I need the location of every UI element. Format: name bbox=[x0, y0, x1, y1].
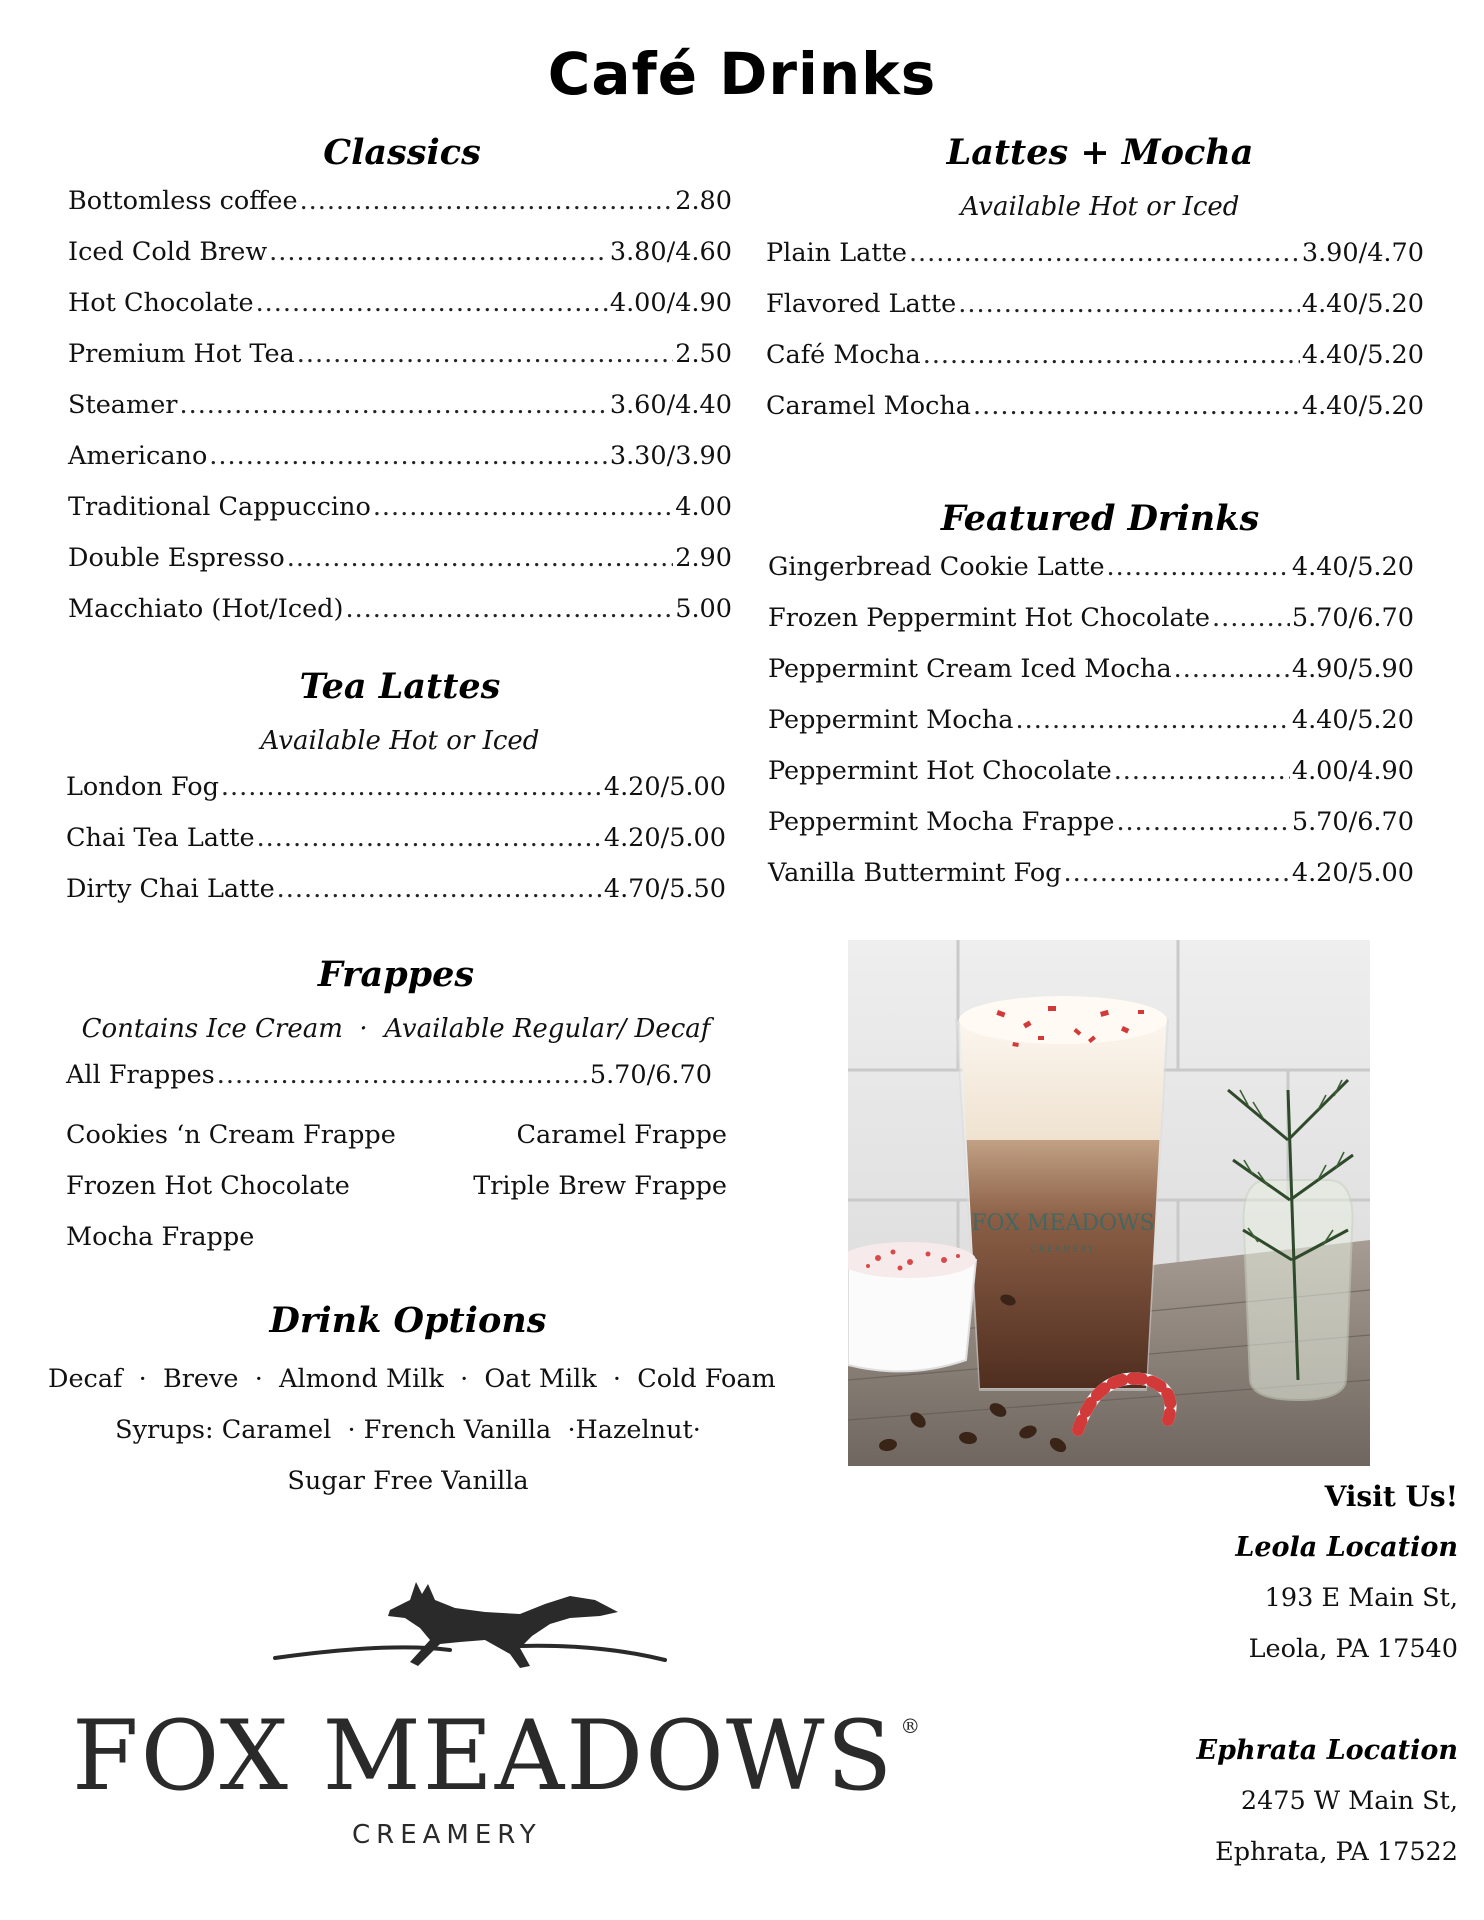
item-price: 2.50 bbox=[675, 339, 732, 369]
dot-leader bbox=[287, 543, 673, 573]
dot-leader bbox=[345, 594, 673, 624]
dot-leader bbox=[297, 339, 673, 369]
menu-item bbox=[68, 594, 732, 645]
item-price: 5.70/6.70 bbox=[1291, 603, 1414, 633]
item-price: 4.40/5.20 bbox=[1291, 552, 1414, 582]
logo-name bbox=[72, 1700, 923, 1812]
item-name: Peppermint Mocha Frappe bbox=[768, 807, 1115, 837]
featured-title: Featured Drinks bbox=[940, 498, 1260, 539]
registered-mark: ® bbox=[900, 1714, 923, 1738]
item-name: Iced Cold Brew bbox=[68, 237, 268, 267]
item-name: Caramel Mocha bbox=[766, 391, 972, 421]
dot-leader bbox=[1114, 756, 1290, 786]
frappes-subtitle: Contains Ice Cream · Available Regular/ Decaf bbox=[81, 1014, 711, 1044]
fox-logo-icon bbox=[270, 1570, 670, 1680]
item-name: Peppermint Cream Iced Mocha bbox=[768, 654, 1172, 684]
lattes-mocha-title: Lattes + Mocha bbox=[946, 132, 1254, 173]
frappes-all-list bbox=[66, 1060, 712, 1111]
item-price: 4.90/5.90 bbox=[1291, 654, 1414, 684]
menu-item bbox=[68, 492, 732, 543]
drink-options-line: Syrups: Caramel · French Vanilla ·Hazelnut· bbox=[115, 1415, 701, 1445]
item-name: Bottomless coffee bbox=[68, 186, 298, 216]
item-name: Chai Tea Latte bbox=[66, 823, 255, 853]
item-price: 5.70/6.70 bbox=[1291, 807, 1414, 837]
item-price: 2.90 bbox=[675, 543, 732, 573]
logo-name-text: FOX MEADOWS bbox=[72, 1700, 895, 1812]
location-street: 193 E Main St, bbox=[1264, 1583, 1458, 1613]
item-price: 4.00/4.90 bbox=[609, 288, 732, 318]
menu-item bbox=[68, 543, 732, 594]
menu-item bbox=[766, 391, 1424, 442]
lattes-mocha-subtitle: Available Hot or Iced bbox=[960, 192, 1240, 222]
menu-item bbox=[768, 705, 1414, 756]
item-name: Macchiato (Hot/Iced) bbox=[68, 594, 344, 624]
item-name: Café Mocha bbox=[766, 340, 921, 370]
frappe-flavor: Frozen Hot Chocolate bbox=[66, 1171, 350, 1201]
location-street: 2475 W Main St, bbox=[1240, 1786, 1458, 1816]
visit-us-block bbox=[1197, 1480, 1458, 1888]
item-name: Gingerbread Cookie Latte bbox=[768, 552, 1105, 582]
dot-leader bbox=[209, 441, 608, 471]
menu-item bbox=[768, 807, 1414, 858]
menu-item bbox=[66, 1060, 712, 1111]
item-price: 4.00 bbox=[675, 492, 732, 522]
dot-leader bbox=[1107, 552, 1290, 582]
location-spacer bbox=[1197, 1685, 1458, 1735]
dot-leader bbox=[1212, 603, 1290, 633]
item-price: 4.20/5.00 bbox=[1291, 858, 1414, 888]
item-name: Flavored Latte bbox=[766, 289, 957, 319]
item-name: Americano bbox=[68, 441, 208, 471]
dot-leader bbox=[221, 772, 602, 802]
lattes-mocha-list bbox=[766, 238, 1424, 442]
dot-leader bbox=[923, 340, 1300, 370]
location-city: Ephrata, PA 17522 bbox=[1215, 1837, 1458, 1867]
cup-logo-subtext: CREAMERY bbox=[1030, 1245, 1096, 1255]
menu-item bbox=[768, 654, 1414, 705]
frappe-flavor: Mocha Frappe bbox=[66, 1222, 255, 1252]
item-price: 4.40/5.20 bbox=[1301, 391, 1424, 421]
dot-leader bbox=[269, 237, 608, 267]
menu-item bbox=[66, 874, 726, 925]
item-price: 3.30/3.90 bbox=[609, 441, 732, 471]
item-price: 4.40/5.20 bbox=[1301, 340, 1424, 370]
item-price: 3.80/4.60 bbox=[609, 237, 732, 267]
dot-leader bbox=[1174, 654, 1290, 684]
dot-leader bbox=[1116, 807, 1289, 837]
item-price: 3.60/4.40 bbox=[609, 390, 732, 420]
location-name: Ephrata Location bbox=[1196, 1735, 1458, 1766]
item-price: 3.90/4.70 bbox=[1301, 238, 1424, 268]
menu-item bbox=[68, 237, 732, 288]
dot-leader bbox=[217, 1060, 588, 1090]
classics-list bbox=[68, 186, 732, 645]
item-name: Dirty Chai Latte bbox=[66, 874, 275, 904]
item-price: 5.00 bbox=[675, 594, 732, 624]
menu-item bbox=[66, 772, 726, 823]
menu-item bbox=[768, 858, 1414, 909]
menu-item bbox=[768, 552, 1414, 603]
dot-leader bbox=[958, 289, 1300, 319]
item-name: London Fog bbox=[66, 772, 219, 802]
menu-item bbox=[66, 823, 726, 874]
menu-item bbox=[766, 238, 1424, 289]
classics-title: Classics bbox=[323, 132, 481, 173]
tea-lattes-subtitle: Available Hot or Iced bbox=[260, 726, 540, 756]
menu-item bbox=[68, 288, 732, 339]
frappe-flavor: Caramel Frappe bbox=[516, 1120, 727, 1150]
drink-photo bbox=[848, 940, 1370, 1466]
menu-item bbox=[68, 186, 732, 237]
item-price: 4.20/5.00 bbox=[603, 823, 726, 853]
dot-leader bbox=[1064, 858, 1290, 888]
menu-item bbox=[766, 340, 1424, 391]
dot-leader bbox=[300, 186, 674, 216]
logo-tagline: CREAMERY bbox=[352, 1820, 542, 1850]
drink-options-title: Drink Options bbox=[269, 1300, 547, 1341]
menu-item bbox=[68, 390, 732, 441]
item-name: Plain Latte bbox=[766, 238, 907, 268]
item-price: 4.40/5.20 bbox=[1291, 705, 1414, 735]
drink-options-line: Decaf · Breve · Almond Milk · Oat Milk · Cold Foam bbox=[48, 1364, 776, 1394]
location-name: Leola Location bbox=[1235, 1532, 1458, 1563]
tea-lattes-list bbox=[66, 772, 726, 925]
tea-lattes-title: Tea Lattes bbox=[299, 666, 501, 707]
item-price: 5.70/6.70 bbox=[589, 1060, 712, 1090]
visit-us-title: Visit Us! bbox=[1324, 1480, 1458, 1513]
item-name: Double Espresso bbox=[68, 543, 285, 573]
cup-logo-text: FOX MEADOWS bbox=[971, 1211, 1155, 1236]
item-price: 4.40/5.20 bbox=[1301, 289, 1424, 319]
frappe-flavor: Cookies ‘n Cream Frappe bbox=[66, 1120, 396, 1150]
featured-list bbox=[768, 552, 1414, 909]
menu-item bbox=[766, 289, 1424, 340]
menu-item bbox=[768, 756, 1414, 807]
frappes-title: Frappes bbox=[317, 954, 475, 995]
dot-leader bbox=[277, 874, 602, 904]
dot-leader bbox=[179, 390, 607, 420]
item-name: Frozen Peppermint Hot Chocolate bbox=[768, 603, 1210, 633]
item-name: Hot Chocolate bbox=[68, 288, 254, 318]
item-price: 2.80 bbox=[675, 186, 732, 216]
item-name: Peppermint Hot Chocolate bbox=[768, 756, 1112, 786]
frappe-flavor: Triple Brew Frappe bbox=[473, 1171, 727, 1201]
item-price: 4.70/5.50 bbox=[603, 874, 726, 904]
item-name: All Frappes bbox=[66, 1060, 215, 1090]
dot-leader bbox=[373, 492, 673, 522]
drink-options-line: Sugar Free Vanilla bbox=[287, 1466, 529, 1496]
dot-leader bbox=[257, 823, 602, 853]
item-name: Vanilla Buttermint Fog bbox=[768, 858, 1062, 888]
item-name: Traditional Cappuccino bbox=[68, 492, 371, 522]
menu-item bbox=[768, 603, 1414, 654]
drink-photo-illustration bbox=[848, 940, 1370, 1466]
dot-leader bbox=[256, 288, 608, 318]
item-name: Premium Hot Tea bbox=[68, 339, 295, 369]
item-price: 4.00/4.90 bbox=[1291, 756, 1414, 786]
menu-item bbox=[68, 441, 732, 492]
page-title: Café Drinks bbox=[547, 40, 937, 108]
location-city: Leola, PA 17540 bbox=[1248, 1634, 1458, 1664]
dot-leader bbox=[1016, 705, 1290, 735]
menu-item bbox=[68, 339, 732, 390]
item-name: Steamer bbox=[68, 390, 178, 420]
dot-leader bbox=[973, 391, 1300, 421]
item-price: 4.20/5.00 bbox=[603, 772, 726, 802]
dot-leader bbox=[909, 238, 1300, 268]
item-name: Peppermint Mocha bbox=[768, 705, 1014, 735]
